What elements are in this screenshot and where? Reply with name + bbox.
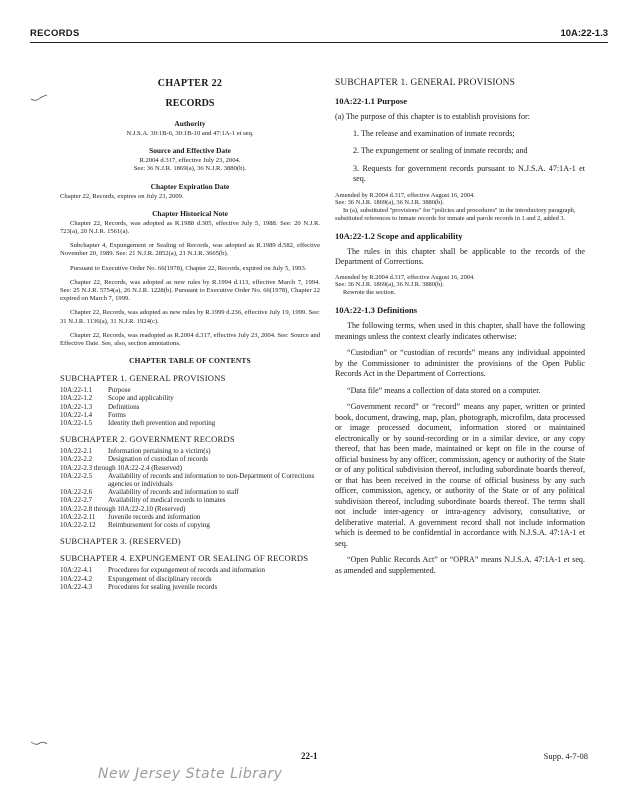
authority-text: N.J.S.A. 30:1B-6, 30:1B-10 and 47:1A-1 et seq. (126, 130, 254, 137)
page-number: 22-1 (301, 751, 318, 761)
chapter-number: CHAPTER 22 (157, 78, 223, 89)
toc-item (60, 583, 320, 591)
toc-item-number: 10A:22-2.7 (60, 496, 93, 505)
toc-item (60, 496, 320, 504)
toc-item (60, 488, 320, 496)
history-paragraph: Pursuant to Executive Order No. 66(1978), Chapter 22, Records, expired on July 5, 1993. (70, 264, 307, 272)
toc-item-title: Identity theft prevention and reporting (108, 419, 216, 428)
definition-paragraph: “Open Public Records Act” or “OPRA” means N.J.S.A. 47:1A-1 et seq. as amended and supplemented. (335, 555, 585, 575)
toc-item-title: Availability of records and information to non-Department of Corrections agencies or individuals (108, 471, 315, 489)
amendment-line: See: 36 N.J.R. 1869(a), 36 N.J.R. 3880(b). (335, 199, 444, 207)
toc-item-number: 10A:22-2.1 (60, 447, 93, 456)
purpose-item: 3. Requests for government records pursuant to N.J.S.A. 47:1A-1 et seq. (353, 163, 585, 183)
toc-title: CHAPTER TABLE OF CONTENTS (129, 356, 251, 366)
toc-item-title: Information pertaining to a victim(s) (108, 447, 211, 456)
toc-item-number: 10A:22-4.2 (60, 574, 93, 583)
chapter-title: RECORDS (165, 98, 215, 109)
authority-heading: Authority (174, 119, 206, 128)
toc-item-title: Expungement of disciplinary records (108, 574, 212, 583)
subchapter-heading: SUBCHAPTER 1. GENERAL PROVISIONS (335, 78, 516, 88)
toc-item-number: 10A:22-2.11 (60, 512, 96, 521)
source-line-1: R.2004 d.317, effective July 23, 2004. (139, 157, 241, 165)
expiration-heading: Chapter Expiration Date (150, 181, 230, 191)
purpose-item: 2. The expungement or sealing of inmate records; and (353, 146, 528, 155)
toc-item-title: Definitions (108, 402, 140, 411)
source-heading: Source and Effective Date (149, 146, 231, 156)
definition-paragraph: “Data file” means a collection of data stored on a computer. (347, 385, 541, 395)
toc-item-number: 10A:22-1.2 (60, 394, 93, 403)
section-heading-definitions: 10A:22-1.3 Definitions (335, 305, 418, 316)
toc-item (60, 521, 320, 529)
margin-mark-top (30, 93, 48, 103)
margin-mark-bottom (30, 738, 48, 748)
scope-amendment-note (335, 274, 585, 297)
amendment-line: Amended by R.2004 d.317, effective August 16, 2004. (335, 273, 475, 281)
toc-subchapter-1-list (60, 386, 320, 427)
history-paragraph: Chapter 22, Records, was adopted as new rules by R.1994 d.113, effective March 7, 1994. See: 25 N.J.R. 5754(a), 26 N.J.R. 1228(b). Pursuant to Executive Order No. 66(1978), Chapter 22 expired on March 7, 1999. (60, 278, 320, 303)
toc-item (60, 575, 320, 583)
toc-subchapter-2-heading: SUBCHAPTER 2. GOVERNMENT RECORDS (60, 434, 235, 445)
toc-item-number: 10A:22-1.3 (60, 402, 93, 411)
toc-item-number: 10A:22-4.1 (60, 566, 93, 575)
toc-subchapter-4-list (60, 566, 320, 591)
toc-item-title: Availability of medical records to inmates (108, 496, 226, 505)
toc-item (60, 419, 320, 427)
toc-item-number: 10A:22-1.4 (60, 410, 93, 419)
toc-item (60, 566, 320, 574)
purpose-item: 1. The release and examination of inmate records; (353, 128, 515, 138)
toc-subchapter-2-list (60, 447, 320, 529)
toc-item-number: 10A:22-1.5 (60, 419, 93, 428)
amendment-line: Rewrote the section. (343, 289, 396, 297)
definition-paragraph: “Government record” or “record” means any paper, written or printed book, document, drawing, map, plan, photograph, microfilm, data processed or image processed document, information stored or maintained electronically or by sound-recording or in a similar device, or any copy thereof, that has been made, maintained or kept on file in the course of official business by any officer, commission, agency or authority of the State or of any political subdivision thereof, including subordinate boards thereof, or that has been received in the course of official business by any such officer, commission, agency, or authority of the State or of any political subdivision thereof, including subordinate boards thereof. The terms shall not include inter-agency or intra-agency advisory, consultative, or deliberative material. A government record shall not include information which is deemed to be confidential in accordance with N.J.S.A. 47:1A-1 et seq. (335, 402, 585, 548)
toc-item (60, 505, 320, 513)
toc-item-title: (Reserved) (151, 463, 182, 472)
toc-item-title: Reimbursement for costs of copying (108, 521, 210, 530)
history-heading: Chapter Historical Note (152, 208, 228, 218)
toc-item-title: Juvenile records and information (108, 512, 201, 521)
supplement-date: Supp. 4-7-08 (543, 751, 588, 761)
toc-item-title: Procedures for expungement of records and information (108, 566, 266, 575)
toc-subchapter-1-heading: SUBCHAPTER 1. GENERAL PROVISIONS (60, 373, 226, 384)
toc-subchapter-3-heading: SUBCHAPTER 3. (RESERVED) (60, 536, 181, 547)
toc-item (60, 464, 320, 472)
toc-item (60, 386, 320, 394)
toc-item (60, 447, 320, 455)
toc-item-number: 10A:22-4.3 (60, 582, 93, 591)
history-paragraph: Chapter 22, Records, was readopted as R.2004 d.317, effective July 23, 2004. See: Source and Effective Date. See, also, section annotations. (60, 331, 320, 348)
definition-paragraph: “Custodian” or “custodian of records” means any individual appointed by the Commissioner to administer the provisions of the Open Public Records Act in the Department of Corrections. (335, 348, 585, 379)
toc-item-number: 10A:22-2.12 (60, 521, 96, 530)
toc-item (60, 411, 320, 419)
running-header (30, 28, 608, 43)
amendment-line: See: 36 N.J.R. 1869(a), 36 N.J.R. 3880(b). (335, 281, 444, 289)
toc-item (60, 455, 320, 463)
toc-item-title: Purpose (108, 386, 131, 395)
purpose-intro: (a) The purpose of this chapter is to establish provisions for: (335, 112, 530, 121)
right-column (335, 78, 585, 582)
toc-item (60, 403, 320, 411)
section-heading-purpose: 10A:22-1.1 Purpose (335, 96, 408, 106)
amendment-line: Amended by R.2004 d.317, effective August 16, 2004. (335, 191, 475, 199)
toc-item-number: 10A:22-2.3 through 10A:22-2.4 (60, 463, 150, 472)
amendment-line: In (a), substituted "provisions" for "policies and procedures" in the introductory paragraph, substituted references to inmate records for inmate and parole records in 1 and 2, added 3. (335, 207, 576, 222)
toc-item-number: 10A:22-2.5 (60, 471, 93, 480)
scope-text: The rules in this chapter shall be applicable to the records of the Department of Corrections. (335, 246, 585, 267)
toc-subchapter-4-heading: SUBCHAPTER 4. EXPUNGEMENT OR SEALING OF RECORDS (60, 553, 309, 564)
header-section: 10A:22-1.3 (560, 28, 608, 39)
source-line-2: See: 36 N.J.R. 1869(a), 36 N.J.R. 3880(b). (133, 165, 247, 173)
expiration-text: Chapter 22, Records, expires on July 23, 2009. (60, 192, 184, 200)
history-paragraph: Subchapter 4, Expungement or Sealing of Records, was adopted as R.1989 d.582, effective November 20, 1989. See: 21 N.J.R. 2852(a), 21 N.J.R. 3665(b). (60, 242, 320, 258)
purpose-amendment-note (335, 192, 585, 223)
toc-item-number: 10A:22-2.6 (60, 488, 93, 497)
toc-item (60, 513, 320, 521)
left-column (60, 78, 320, 598)
toc-item-title: Forms (108, 410, 126, 419)
library-stamp: New Jersey State Library (98, 766, 283, 782)
history-paragraph: Chapter 22, Records, was adopted as R.1988 d.305, effective July 5, 1988. See: 20 N.J.R. 723(a), 20 N.J.R. 1561(a). (60, 219, 320, 236)
toc-item-title: (Reserved) (154, 504, 186, 513)
toc-item-number: 10A:22-2.8 through 10A:22-2.10 (60, 504, 153, 513)
toc-item (60, 472, 320, 488)
header-title: RECORDS (30, 28, 80, 39)
history-paragraph: Chapter 22, Records, was adopted as new rules by R.1999 d.236, effective July 19, 1999. See: 31 N.J.R. 1136(a), 31 N.J.R. 1924(c). (60, 309, 320, 325)
section-heading-scope: 10A:22-1.2 Scope and applicability (335, 230, 463, 241)
toc-item-number: 10A:22-2.2 (60, 455, 93, 464)
toc-item-title: Designation of custodian of records (108, 455, 208, 464)
toc-item-title: Procedures for sealing juvenile records (108, 582, 218, 591)
toc-item-title: Scope and applicability (108, 394, 174, 403)
toc-item (60, 394, 320, 402)
toc-item-title: Availability of records and information to staff (108, 488, 239, 497)
toc-item-number: 10A:22-1.1 (60, 386, 93, 395)
definitions-intro: The following terms, when used in this chapter, shall have the following meanings unless the context clearly indicates otherwise: (335, 321, 585, 341)
